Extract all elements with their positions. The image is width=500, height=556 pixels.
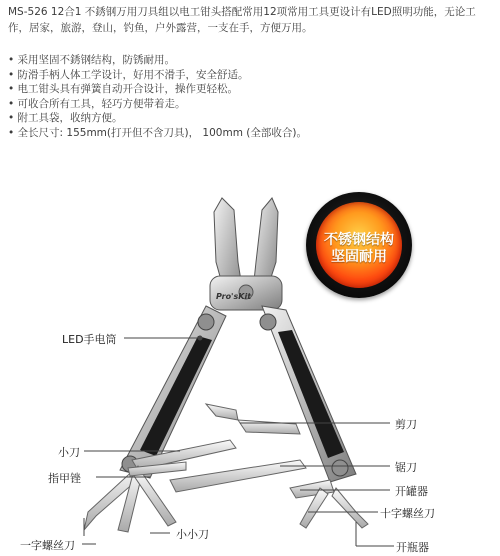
right-handle	[260, 306, 356, 482]
feature-item: • 电工钳头具有弹簧自动开合设计，操作更轻松。	[8, 82, 428, 97]
brand-mark: Pro'sKit	[216, 292, 252, 301]
label-scissors: 剪刀	[395, 418, 417, 431]
feature-item: • 附工具袋，收纳方便。	[8, 111, 428, 126]
left-tools	[84, 440, 236, 532]
label-bottle-opener: 开瓶器	[396, 541, 429, 554]
feature-item: • 全长尺寸: 155mm(打开但不含刀具)， 100mm (全部收合)。	[8, 126, 428, 141]
feature-item: • 可收合所有工具，轻巧方便带着走。	[8, 97, 428, 112]
label-tiny-knife: 小小刀	[176, 528, 209, 541]
label-led-flashlight: LED手电筒	[62, 333, 117, 346]
badge-glow	[316, 202, 402, 288]
product-intro: MS-526 12合1 不銹钢万用刀具组以电工钳头搭配常用12项常用工具更设计有LED照明功能，无论工作，居家，旅游，登山，钓鱼，户外露营，一支在手，方便万用。	[8, 6, 476, 34]
label-small-knife: 小刀	[58, 446, 80, 459]
badge-line-1: 不锈钢结构	[324, 232, 394, 248]
stainless-steel-badge	[306, 192, 412, 298]
badge-line-2: 坚固耐用	[331, 249, 387, 265]
label-can-opener: 开罐器	[395, 485, 428, 498]
label-phillips-screwdriver: 十字螺丝刀	[380, 507, 435, 520]
label-saw: 锯刀	[395, 461, 417, 474]
badge-text	[316, 232, 402, 266]
feature-item: • 防滑手柄人体工学设计，好用不滑手，安全舒适。	[8, 68, 428, 83]
label-nail-file: 指甲锉	[48, 472, 81, 485]
feature-item: • 采用坚固不銹钢结构，防锈耐用。	[8, 53, 428, 68]
label-flat-screwdriver: 一字螺丝刀	[20, 539, 75, 552]
